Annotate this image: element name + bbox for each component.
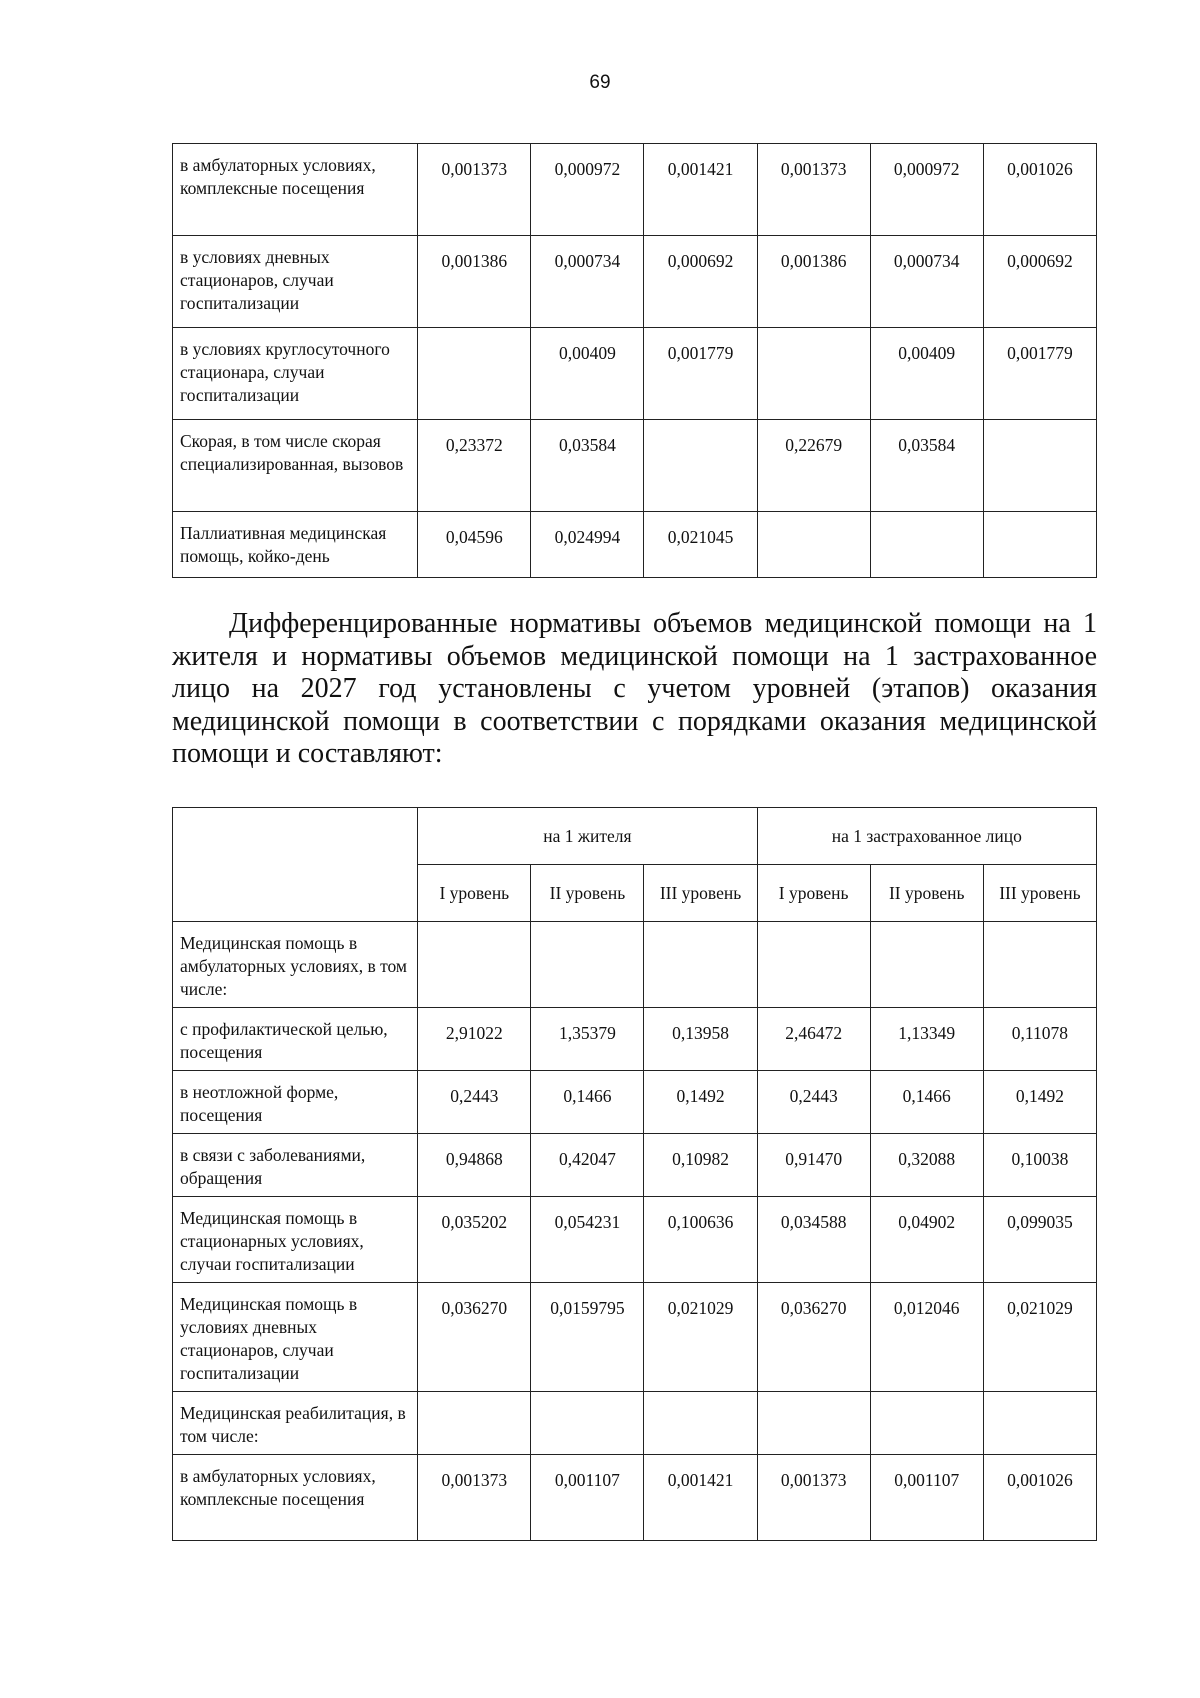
- value-cell: 0,001373: [418, 1455, 531, 1541]
- value-cell: 0,099035: [983, 1197, 1096, 1283]
- value-cell: 0,1492: [983, 1071, 1096, 1134]
- value-cell: 0,001107: [531, 1455, 644, 1541]
- level-header: II уровень: [870, 865, 983, 922]
- value-cell: [757, 512, 870, 578]
- value-cell: 0,22679: [757, 420, 870, 512]
- value-cell: 0,001421: [644, 144, 757, 236]
- value-cell: [757, 328, 870, 420]
- value-cell: 0,04596: [418, 512, 531, 578]
- value-cell: 0,000692: [644, 236, 757, 328]
- value-cell: 0,2443: [418, 1071, 531, 1134]
- value-cell: 0,91470: [757, 1134, 870, 1197]
- value-cell: [418, 922, 531, 1008]
- row-label: в амбулаторных условиях, комплексные посещения: [173, 144, 418, 236]
- value-cell: 0,000972: [870, 144, 983, 236]
- value-cell: [531, 922, 644, 1008]
- value-cell: [531, 1392, 644, 1455]
- value-cell: 0,10982: [644, 1134, 757, 1197]
- table-row: [173, 1134, 1097, 1197]
- norms-table-continued: [172, 143, 1097, 578]
- group-header-per-insured: на 1 застрахованное лицо: [757, 808, 1096, 865]
- value-cell: 0,000972: [531, 144, 644, 236]
- value-cell: 0,034588: [757, 1197, 870, 1283]
- value-cell: 0,0159795: [531, 1283, 644, 1392]
- value-cell: 0,001026: [983, 144, 1096, 236]
- value-cell: [757, 922, 870, 1008]
- table-row: [173, 420, 1097, 512]
- row-label: Паллиативная медицинская помощь, койко-день: [173, 512, 418, 578]
- value-cell: [418, 1392, 531, 1455]
- row-label: Медицинская помощь в амбулаторных условиях, в том числе:: [173, 922, 418, 1008]
- table-row: [173, 512, 1097, 578]
- value-cell: 0,23372: [418, 420, 531, 512]
- row-label: в неотложной форме, посещения: [173, 1071, 418, 1134]
- value-cell: [418, 328, 531, 420]
- value-cell: 0,054231: [531, 1197, 644, 1283]
- value-cell: [983, 922, 1096, 1008]
- value-cell: 0,001779: [983, 328, 1096, 420]
- table-row: [173, 236, 1097, 328]
- value-cell: 0,13958: [644, 1008, 757, 1071]
- value-cell: 0,001026: [983, 1455, 1096, 1541]
- value-cell: 0,03584: [531, 420, 644, 512]
- value-cell: 0,024994: [531, 512, 644, 578]
- level-header: II уровень: [531, 865, 644, 922]
- table-row: [173, 144, 1097, 236]
- row-label: Скорая, в том числе скорая специализированная, вызовов: [173, 420, 418, 512]
- table-bottom-body: [173, 808, 1097, 1541]
- value-cell: 0,001386: [757, 236, 870, 328]
- value-cell: 0,03584: [870, 420, 983, 512]
- value-cell: [983, 420, 1096, 512]
- table-row: [173, 922, 1097, 1008]
- value-cell: 0,00409: [531, 328, 644, 420]
- value-cell: 0,021029: [983, 1283, 1096, 1392]
- table-row: [173, 328, 1097, 420]
- value-cell: 0,035202: [418, 1197, 531, 1283]
- level-header: III уровень: [983, 865, 1096, 922]
- value-cell: 2,46472: [757, 1008, 870, 1071]
- value-cell: 0,32088: [870, 1134, 983, 1197]
- table-row: [173, 1455, 1097, 1541]
- table-row: [173, 1008, 1097, 1071]
- differentiated-norms-table: [172, 807, 1097, 1541]
- value-cell: 0,000692: [983, 236, 1096, 328]
- value-cell: 0,100636: [644, 1197, 757, 1283]
- value-cell: 0,012046: [870, 1283, 983, 1392]
- value-cell: [644, 922, 757, 1008]
- value-cell: [870, 1392, 983, 1455]
- row-label: в условиях дневных стационаров, случаи госпитализации: [173, 236, 418, 328]
- value-cell: [870, 512, 983, 578]
- value-cell: 0,1466: [531, 1071, 644, 1134]
- value-cell: 1,35379: [531, 1008, 644, 1071]
- table-top-body: [173, 144, 1097, 578]
- value-cell: 0,021029: [644, 1283, 757, 1392]
- page-number: 69: [589, 72, 611, 93]
- row-label: в условиях круглосуточного стационара, случаи госпитализации: [173, 328, 418, 420]
- value-cell: 0,001386: [418, 236, 531, 328]
- value-cell: [870, 922, 983, 1008]
- value-cell: 0,04902: [870, 1197, 983, 1283]
- value-cell: 0,000734: [531, 236, 644, 328]
- value-cell: 0,1466: [870, 1071, 983, 1134]
- paragraph-text: Дифференцированные нормативы объемов медицинской помощи на 1 жителя и нормативы объемов медицинской помощи на 1 застрахованное лицо на 2027 год установлены с учетом уровней (этапов) оказания медицинской помощи в соответствии с порядками оказания медицинской помощи и составляют:: [172, 608, 1097, 769]
- value-cell: [983, 1392, 1096, 1455]
- value-cell: 0,1492: [644, 1071, 757, 1134]
- value-cell: 0,11078: [983, 1008, 1096, 1071]
- value-cell: 0,00409: [870, 328, 983, 420]
- table-row: [173, 1197, 1097, 1283]
- row-label: с профилактической целью, посещения: [173, 1008, 418, 1071]
- header-corner-cell: [173, 808, 418, 922]
- value-cell: 0,2443: [757, 1071, 870, 1134]
- table-row: [173, 1283, 1097, 1392]
- row-label: Медицинская реабилитация, в том числе:: [173, 1392, 418, 1455]
- value-cell: [644, 1392, 757, 1455]
- value-cell: 0,001421: [644, 1455, 757, 1541]
- level-header: I уровень: [418, 865, 531, 922]
- group-header-row: [173, 808, 1097, 865]
- value-cell: 0,94868: [418, 1134, 531, 1197]
- value-cell: 0,021045: [644, 512, 757, 578]
- table-row: [173, 1392, 1097, 1455]
- value-cell: 0,001779: [644, 328, 757, 420]
- level-header: I уровень: [757, 865, 870, 922]
- value-cell: 1,13349: [870, 1008, 983, 1071]
- value-cell: 0,42047: [531, 1134, 644, 1197]
- value-cell: 0,000734: [870, 236, 983, 328]
- table-row: [173, 1071, 1097, 1134]
- value-cell: 0,036270: [418, 1283, 531, 1392]
- value-cell: [757, 1392, 870, 1455]
- value-cell: [983, 512, 1096, 578]
- value-cell: 0,10038: [983, 1134, 1096, 1197]
- value-cell: 0,001107: [870, 1455, 983, 1541]
- value-cell: 0,001373: [757, 1455, 870, 1541]
- row-label: Медицинская помощь в стационарных условиях, случаи госпитализации: [173, 1197, 418, 1283]
- value-cell: 0,001373: [418, 144, 531, 236]
- row-label: Медицинская помощь в условиях дневных стационаров, случаи госпитализации: [173, 1283, 418, 1392]
- value-cell: 2,91022: [418, 1008, 531, 1071]
- level-header: III уровень: [644, 865, 757, 922]
- value-cell: 0,001373: [757, 144, 870, 236]
- row-label: в амбулаторных условиях, комплексные посещения: [173, 1455, 418, 1541]
- group-header-per-resident: на 1 жителя: [418, 808, 757, 865]
- row-label: в связи с заболеваниями, обращения: [173, 1134, 418, 1197]
- value-cell: [644, 420, 757, 512]
- value-cell: 0,036270: [757, 1283, 870, 1392]
